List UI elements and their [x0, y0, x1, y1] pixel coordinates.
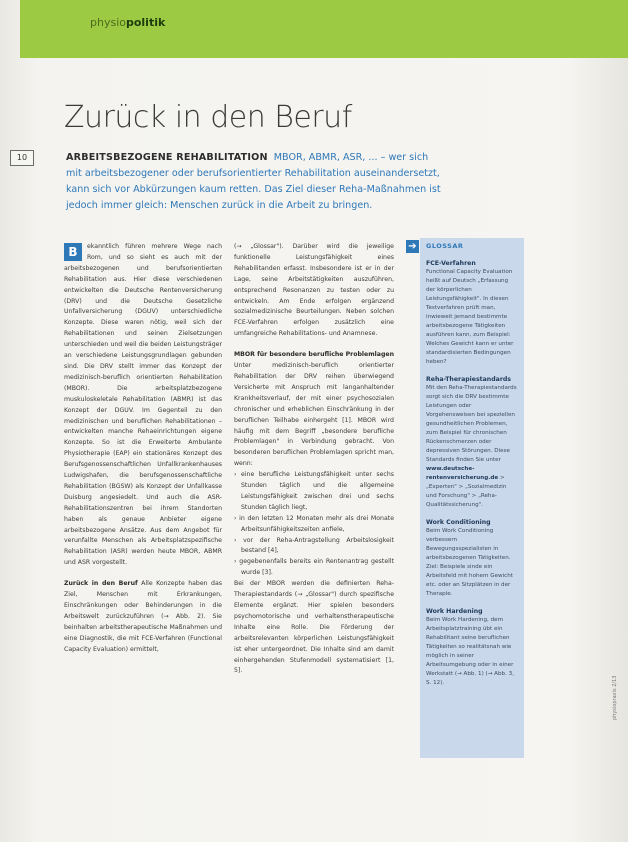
standards-paragraph: Bei der MBOR werden die definierten Reha-Therapiestandards (→ „Glossar") durch spezifische Elemente ergänzt. Hier spielen besonders psychomotorische und verhaltenstherapeutische Inhalte eine Rolle. Die Förderung der arbeitsrelevanten körperlichen Leistungsfähigkeit ist eher untergeordnet. Die Inhalte sind am damit einhergehenden Stufenmodell systematisiert [1, 5]. [234, 580, 394, 675]
list-item: › gegebenenfalls bereits ein Rentenantrag gestellt wurde [3]. [234, 557, 394, 579]
body-column-2 [234, 242, 394, 677]
glossary-definition: Functional Capacity Evaluation heißt auf Deutsch „Erfassung der körperlichen Leistungsfähigkeit". In diesen Testverfahren prüft man, inwieweit jemand bestimmte arbeitsbezogene Tätigkeiten ausführen kann, zum Beispiel: Welches Gewicht kann er unter standardisierten Bedingungen heben? [426, 269, 514, 365]
glossary-definition [426, 384, 518, 510]
glossary-definition: Beim Work Hardening, dem Arbeitsplatztraining übt ein Rehabilitant seine beruflichen Tätigkeiten so realitätsnah wie möglich in seiner Arbeitsumgebung oder in einer Werkstatt (→ Abb. 1) (→ Abb. 3, S. 12). [426, 617, 515, 686]
glossary-definition: Beim Work Conditioning verbessern Bewegungsspezialisten in arbeitsbezogenen Tätigkeiten. Ziel: Beispiele sinde ein Arbeitsfeld mit hohem Gewicht etc. oder an Sitzplätzen in der Therapie. [426, 528, 513, 597]
rubric-part1: physio [90, 16, 126, 29]
article-lead [66, 150, 446, 214]
glossary-term: Reha-Therapiestandards [426, 376, 511, 383]
subheading-mbor: MBOR für besondere berufliche Problemlagen [234, 351, 394, 359]
intro-paragraph [64, 242, 222, 569]
fce-paragraph: (→ „Glossar"). Darüber wird die jeweilige funktionelle Leistungsfähigkeit eines Rehabilitanden erfasst. Insbesondere ist er in der Lage, seine Arbeitstätigkeiten auszuführen, entsprechend Resonanzen zu testen oder zu entwickeln. Am Ende erfolgen ergänzend sozialmedizinische Beurteilungen. Neben solchen FCE-Verfahren erfolgen zusätzlich eine umfangreiche Rehabilitations- und Anamnese. [234, 243, 394, 338]
paragraph-return [64, 579, 222, 655]
section-rubric [90, 16, 165, 29]
glossary-def-text: Mit den Reha-Therapiestandards sorgt sich die DRV bestimmte Leistungen oder Vorgehensweisen bei speziellen gesundheitlichen Problemen, zum Beispiel für chronischen Rückenschmerzen oder depressiven Störungen. Diese Standards finden Sie unter [426, 385, 517, 463]
article-title: Zurück in den Beruf [64, 100, 352, 135]
glossary-term: Work Conditioning [426, 519, 491, 526]
glossary-def-path: > „Experten" > „Sozialmedizin und Forschung" > „Reha-Qualitätssicherung". [426, 475, 507, 508]
rubric-part2: politik [125, 16, 166, 29]
body-column-1 [64, 242, 222, 656]
glossary-link[interactable]: www.deutsche-rentenversicherung.de [426, 466, 499, 481]
paragraph-return-text: Alle Konzepte haben das Ziel, Menschen mit Erkrankungen, Einschränkungen oder Behinderungen in die Arbeitswelt zurückzuführen (→ Abb. 2). Sie beinhalten arbeitstherapeutische Maßnahmen und eine Diagnostik, die mit FCE-Verfahren (Functional Capacity Evaluation) ermittelt, [64, 580, 222, 653]
intro-text: ekanntlich führen mehrere Wege nach Rom, und so sieht es auch mit der arbeitsbezogenen und berufsorientierten Rehabilitation aus. Hier diese verschiedenen entwickelten die Deutsche Rentenversicherung (DRV) und die Deutsche Gesetzliche Unfallversicherung (DGUV) unterschiedliche Konzepte. Diese waren nötig, weil sich der Rehabilitationen und seinen Zielsetzungen unterschieden und weil die beiden Leistungsträger an verschiedene Leistungsgrundlagen gebunden sind. Die DRV stellt immer das Konzept der medizinisch-beruflich orientierten Rehabilitation (MBOR). Die arbeitsplatzbezogene muskuloskeletale Rehabilitation (ABMR) ist das Konzept der DGUV. Im Gegenteil zu den medizinischen und beruflichen Rehabilitationen – entwickelten manche Rehaeinrichtungen eigene Konzepte. So ist die Erweiterte Ambulante Physiotherapie (EAP) ein stationäres Konzept des Berufsgenossenschaftlichen Unfallkrankenhauses Ludwigshafen, die berufsgenossenschaftliche Rehabilitation (BGSW) als Konzept der Unfallkasse Duisburg angesiedelt. Und auch die ASR-Rehabilitationszentren bei ihrem Standorten haben als genaue Anbieter eigene arbeitsbezogene Ansätze. Aus dem Angebot für verunfallte Menschen als Arbeitsplatzspezifische Rehabilitation (ASR) werden heute MBOR, ABMR und ASR vorgestellt. [64, 243, 222, 567]
margin-imprint: physiopraxis 2/13 [612, 675, 618, 720]
header-band [20, 0, 628, 58]
list-item: › in den letzten 12 Monaten mehr als drei Monate Arbeitsunfähigkeitszeiten anfiele, [234, 514, 394, 536]
glossary-box [420, 238, 524, 758]
dropcap: B [64, 243, 82, 261]
glossary-term: FCE-Verfahren [426, 260, 476, 267]
lead-kicker: ARBEITSBEZOGENE REHABILITATION [66, 152, 268, 163]
list-item: › eine berufliche Leistungsfähigkeit unter sechs Stunden täglich und die allgemeine Leistungsfähigkeit zwischen drei und sechs Stunden täglich liegt, [234, 470, 394, 514]
subheading-zurueck: Zurück in den Beruf [64, 580, 138, 588]
mbor-text: Unter medizinisch-beruflich orientierter Rehabilitation der DRV reihen überwiegend Versicherte mit Anspruch mit langanhaltender Krankheitsverlauf, der mit einer psychosozialen chronischer und erheblichen Einschränkung in der beruflichen Teilhabe einhergeht [1]. MBOR wird häufig mit dem Begriff „besondere berufliche Problemlagen" in Verbindung gebracht. Von besonderen beruflichen Problemlagen spricht man, wenn: [234, 362, 394, 468]
lead-text: MBOR, ABMR, ASR, ... – wer sich mit arbeitsbezogener oder berufsorientierter Rehabilitation auseinandersetzt, kann sich vor Abkürzungen kaum retten. Das Ziel dieser Reha-Maßnahmen ist jedoch immer gleich: Menschen zurück in die Arbeit zu bringen. [66, 152, 441, 211]
page-number: 10 [10, 150, 34, 166]
glossary-title: GLOSSAR [426, 242, 464, 250]
list-item: › vor der Reha-Antragstellung Arbeitslosigkeit bestand [4], [234, 536, 394, 558]
mbor-paragraph [234, 350, 394, 470]
criteria-list [234, 470, 394, 579]
arrow-right-icon: ➔ [406, 240, 419, 253]
glossary-term: Work Hardening [426, 608, 483, 615]
